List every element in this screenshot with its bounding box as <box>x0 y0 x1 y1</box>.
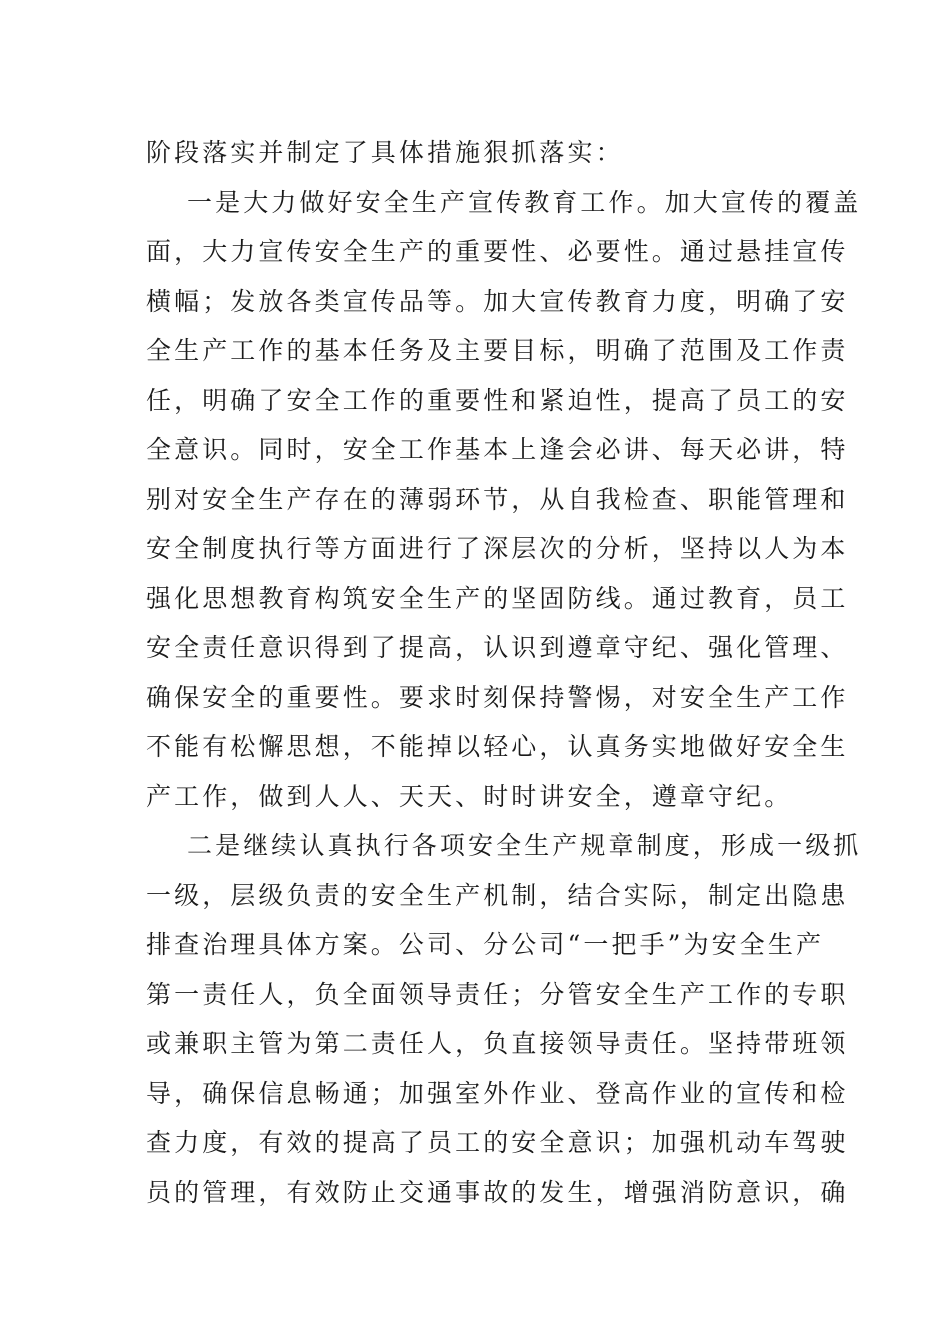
text-line: 导，确保信息畅通；加强室外作业、登高作业的宣传和检 <box>146 1078 849 1108</box>
paragraph-start-line: 一是大力做好安全生产宣传教育工作。加大宣传的覆盖 <box>187 187 862 217</box>
text-line: 别对安全生产存在的薄弱环节，从自我检查、职能管理和 <box>146 484 849 514</box>
text-line: 安全责任意识得到了提高，认识到遵章守纪、强化管理、 <box>146 633 849 662</box>
text-line: 或兼职主管为第二责任人，负直接领导责任。坚持带班领 <box>146 1029 849 1058</box>
text-line: 排查治理具体方案。公司、分公司“一把手”为安全生产 <box>146 930 825 959</box>
body-text <box>146 128 862 1217</box>
text-line: 查力度，有效的提高了员工的安全意识；加强机动车驾驶 <box>146 1128 849 1157</box>
text-line: 阶段落实并制定了具体措施狠抓落实： <box>146 138 624 167</box>
text-line: 强化思想教育构筑安全生产的坚固防线。通过教育，员工 <box>146 583 849 613</box>
text-line: 一级，层级负责的安全生产机制，结合实际，制定出隐患 <box>146 880 849 910</box>
text-line: 安全制度执行等方面进行了深层次的分析，坚持以人为本 <box>146 534 849 563</box>
text-line: 全生产工作的基本任务及主要目标，明确了范围及工作责 <box>146 336 849 365</box>
paragraph-start-line: 二是继续认真执行各项安全生产规章制度，形成一级抓 <box>187 831 862 860</box>
text-line: 不能有松懈思想，不能掉以轻心，认真务实地做好安全生 <box>146 732 849 761</box>
text-line: 产工作，做到人人、天天、时时讲安全，遵章守纪。 <box>146 781 793 811</box>
text-line: 任，明确了安全工作的重要性和紧迫性，提高了员工的安 <box>146 385 849 415</box>
text-line: 面，大力宣传安全生产的重要性、必要性。通过悬挂宣传 <box>146 237 849 266</box>
text-line: 横幅；发放各类宣传品等。加大宣传教育力度，明确了安 <box>146 286 849 316</box>
text-line: 确保安全的重要性。要求时刻保持警惕，对安全生产工作 <box>146 682 849 712</box>
text-line: 第一责任人，负全面领导责任；分管安全生产工作的专职 <box>146 979 849 1009</box>
text-line: 全意识。同时，安全工作基本上逢会必讲、每天必讲，特 <box>146 435 849 464</box>
text-line: 员的管理，有效防止交通事故的发生，增强消防意识，确 <box>146 1177 849 1207</box>
